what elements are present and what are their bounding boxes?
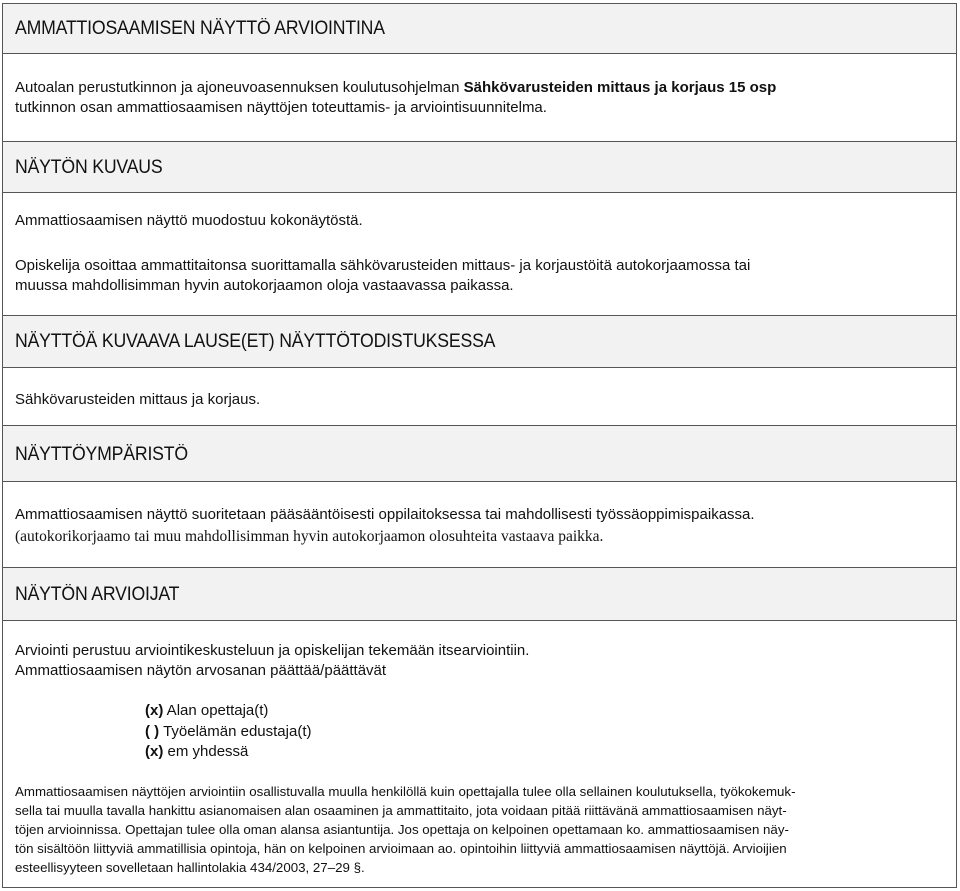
page-title: AMMATTIOSAAMISEN NÄYTTÖ ARVIOINTINA — [15, 18, 385, 39]
section-header-lause — [3, 315, 956, 368]
assessor-option — [145, 722, 311, 742]
intro-section — [3, 54, 956, 142]
option-mark: (x) — [145, 702, 164, 719]
intro-text: Autoalan perustutkinnon ja ajoneuvoasennuksen koulutusohjelman — [15, 79, 464, 96]
arvioijat-section — [3, 621, 956, 889]
note-line-1: Ammattiosaamisen näyttöjen arviointiin osallistuvalla muulla henkilöllä kuin opettajalla tulee olla sellainen koulutuksella, työkokemuk- — [15, 784, 796, 799]
section-header-arvioijat — [3, 567, 956, 621]
note-line-3: töjen arvioinnissa. Opettajan tulee olla oman alansa asiantuntija. Jos opettaja on kelpoinen opettamaan ko. ammattiosaamisen näy- — [15, 822, 789, 837]
kuvaus-p2-line1: Opiskelija osoittaa ammattitaitonsa suorittamalla sähkövarusteiden mittaus- ja korjaustöitä autokorjaamossa tai — [15, 257, 751, 274]
intro-line-2: tutkinnon osan ammattiosaamisen näyttöjen toteuttamis- ja arviointisuunnitelma. — [15, 99, 547, 116]
ymparisto-line-2: (autokorikorjaamo tai muu mahdollisimman hyvin autokorjaamon olosuhteita vastaava paikka. — [15, 528, 604, 545]
kuvaus-section — [3, 193, 956, 315]
note-line-4: tön sisältöön liittyviä ammatillisia opintoja, hän on kelpoinen arvioimaan ao. opintoihin liittyviä ammattiosaamisen näyttöjä. Arvioijien — [15, 841, 787, 856]
section-title-ymparisto: NÄYTTÖYMPÄRISTÖ — [15, 444, 188, 465]
kuvaus-p1: Ammattiosaamisen näyttö muodostuu kokonäytöstä. — [15, 212, 363, 229]
section-header-kuvaus — [3, 141, 956, 193]
document-table — [2, 3, 957, 888]
option-mark: (x) — [145, 743, 164, 760]
intro-line-1 — [15, 78, 776, 98]
option-mark: ( ) — [145, 723, 160, 740]
note-line-2: sella tai muulla tavalla hankittu asianomaisen alan osaaminen ja ammattitaito, jota voidaan pitää riittävänä ammattiosaamisen näyt- — [15, 803, 787, 818]
option-label: em yhdessä — [163, 743, 249, 760]
kuvaus-p2-line2: muussa mahdollisimman hyvin autokorjaamon oloja vastaavassa paikassa. — [15, 277, 514, 294]
unit-name: Sähkövarusteiden mittaus ja korjaus 15 osp — [463, 79, 777, 96]
ymparisto-section — [3, 482, 956, 567]
lause-section — [3, 368, 956, 426]
title-header — [3, 4, 956, 54]
lause-text: Sähkövarusteiden mittaus ja korjaus. — [15, 391, 261, 408]
option-label: Työelämän edustaja(t) — [159, 723, 312, 740]
arvioijat-line-1: Arviointi perustuu arviointikeskusteluun ja opiskelijan tekemään itsearviointiin. — [15, 642, 530, 659]
assessor-option — [145, 742, 248, 762]
ymparisto-line-1: Ammattiosaamisen näyttö suoritetaan pääsääntöisesti oppilaitoksessa tai mahdollisesti työssäoppimispaikassa. — [15, 506, 755, 523]
section-title-arvioijat: NÄYTÖN ARVIOIJAT — [15, 584, 180, 605]
section-title-kuvaus: NÄYTÖN KUVAUS — [15, 157, 163, 178]
assessor-option — [145, 701, 268, 721]
section-title-lause: NÄYTTÖÄ KUVAAVA LAUSE(ET) NÄYTTÖTODISTUKSESSA — [15, 331, 496, 352]
section-header-ymparisto — [3, 425, 956, 482]
option-label: Alan opettaja(t) — [163, 702, 269, 719]
arvioijat-line-2: Ammattiosaamisen näytön arvosanan päättää/päättävät — [15, 662, 387, 679]
note-line-5: esteellisyyteen sovelletaan hallintolakia 434/2003, 27–29 §. — [15, 860, 365, 875]
